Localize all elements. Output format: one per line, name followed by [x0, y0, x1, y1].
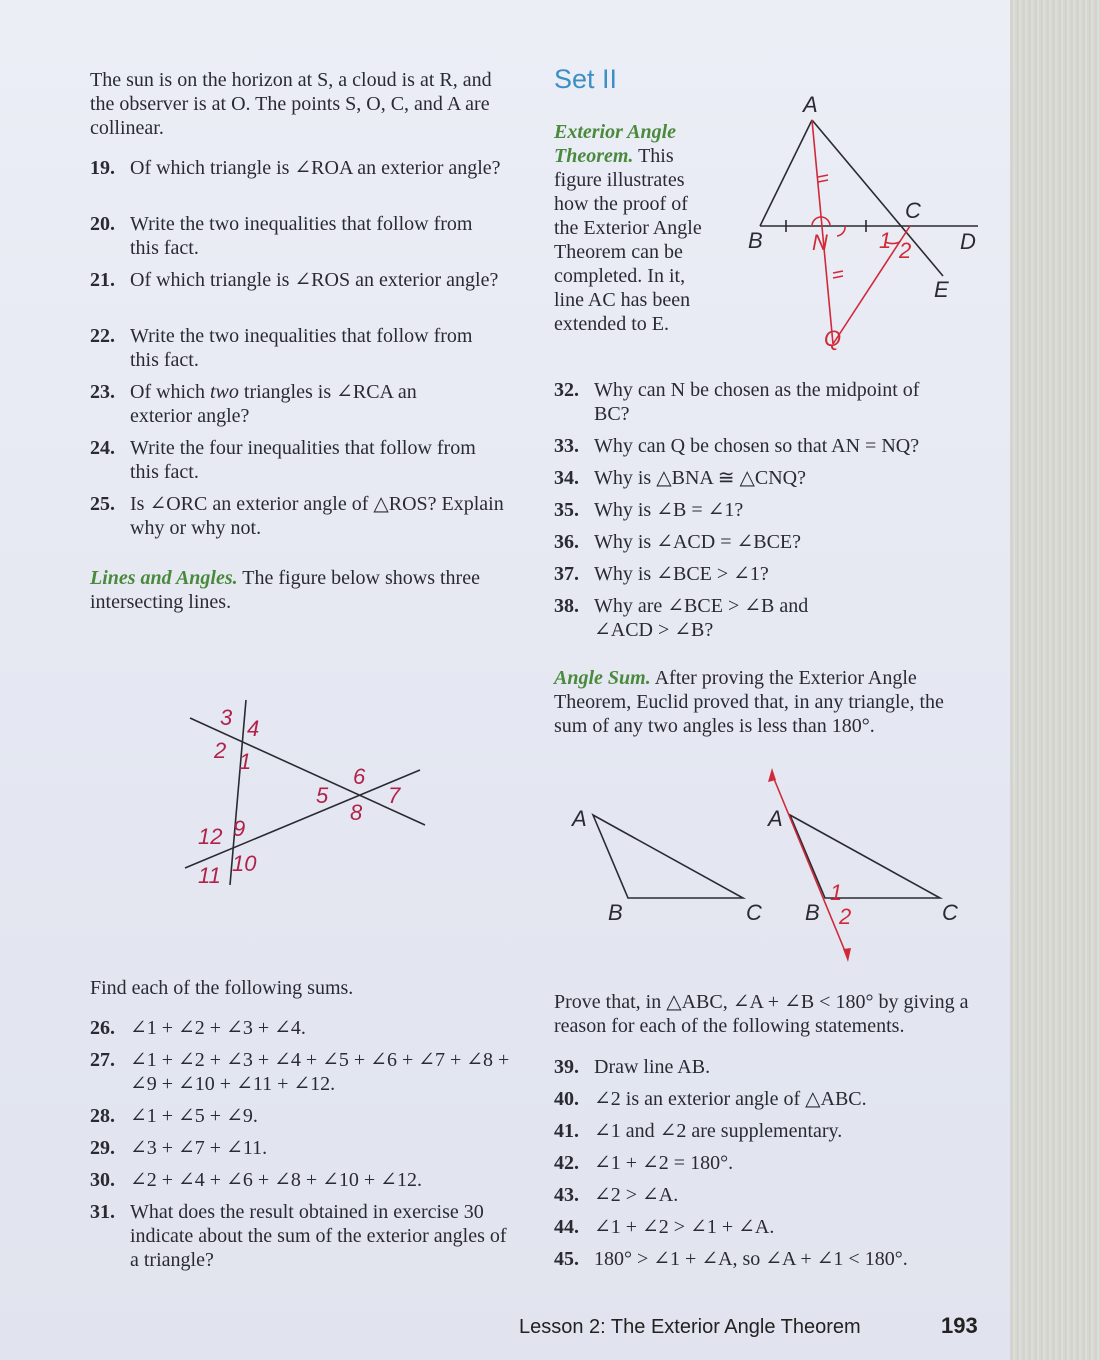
- angle-label-2: 2: [214, 738, 227, 763]
- point-label-A-left: A: [572, 806, 587, 831]
- exercise-number: 24.: [90, 437, 115, 459]
- exercise-number: 33.: [554, 435, 579, 457]
- exercise-text: Why is ∠B = ∠1?: [594, 499, 744, 521]
- set-title: Set II: [554, 64, 618, 94]
- exercise-text: ∠1 + ∠2 + ∠3 + ∠4.: [130, 1017, 306, 1039]
- exercise-number: 36.: [554, 531, 579, 553]
- angle-label-9: 9: [233, 816, 246, 841]
- exercise-text: Why are ∠BCE > ∠B and ∠ACD > ∠B?: [594, 595, 809, 641]
- exterior-angle-theorem-paragraph: Exterior Angle Theorem. This figure illustrates how the proof of the Exterior Angle Theorem can be completed. In it, line AC has been extended to E.: [554, 121, 702, 335]
- exercise-text: Write the four inequalities that follow from this fact.: [130, 437, 476, 483]
- point-label-Q: Q: [824, 326, 842, 351]
- exercise-number: 19.: [90, 157, 115, 179]
- point-label-B: B: [748, 228, 763, 253]
- exercise-number: 39.: [554, 1056, 579, 1078]
- angle-label-1: 1: [239, 749, 252, 774]
- section-heading: Exterior Angle Theorem.: [554, 121, 677, 167]
- find-sums-instruction: Find each of the following sums.: [90, 977, 354, 999]
- exercise-number: 44.: [554, 1216, 579, 1238]
- exercise-text: 180° > ∠1 + ∠A, so ∠A + ∠1 < 180°.: [594, 1248, 908, 1270]
- section-heading: Lines and Angles.: [90, 567, 238, 589]
- page-number: 193: [941, 1313, 978, 1338]
- exercise-number: 21.: [90, 269, 115, 291]
- angle-label-1: 1: [879, 228, 892, 253]
- exercise-text: ∠1 and ∠2 are supplementary.: [594, 1120, 843, 1142]
- point-label-B-left: B: [608, 900, 623, 925]
- exercise-number: 27.: [90, 1049, 115, 1071]
- section-heading: Angle Sum.: [554, 667, 651, 689]
- exercise-number: 28.: [90, 1105, 115, 1127]
- point-label-C-right: C: [942, 900, 958, 925]
- prove-instruction: Prove that, in △ABC, ∠A + ∠B < 180° by giving a reason for each of the following statements.: [554, 991, 969, 1037]
- exercise-number: 34.: [554, 467, 579, 489]
- exercise-text: Of which triangle is ∠ROS an exterior angle?: [130, 269, 499, 291]
- exercise-text: Write the two inequalities that follow from this fact.: [130, 325, 473, 371]
- exercise-number: 32.: [554, 379, 579, 401]
- emphasis: two: [209, 381, 239, 403]
- exercise-number: 22.: [90, 325, 115, 347]
- lines-and-angles-paragraph: Lines and Angles. The figure below shows three intersecting lines.: [90, 567, 480, 613]
- point-label-B-right: B: [805, 900, 820, 925]
- angle-label-3: 3: [220, 705, 233, 730]
- angle-label-2: 2: [839, 904, 852, 929]
- point-label-C: C: [905, 198, 921, 223]
- exercise-text: Of which two triangles is ∠RCA an exterior angle?: [130, 381, 417, 427]
- exercise-number: 25.: [90, 493, 115, 515]
- exercise-number: 37.: [554, 563, 579, 585]
- exercise-text: Why is ∠BCE > ∠1?: [594, 563, 769, 585]
- exercise-number: 43.: [554, 1184, 579, 1206]
- angle-label-6: 6: [353, 764, 366, 789]
- exercise-text: ∠2 + ∠4 + ∠6 + ∠8 + ∠10 + ∠12.: [130, 1169, 422, 1191]
- exercise-number: 31.: [90, 1201, 115, 1223]
- angle-label-5: 5: [316, 783, 329, 808]
- exercise-number: 30.: [90, 1169, 115, 1191]
- exercise-number: 29.: [90, 1137, 115, 1159]
- exercise-text: Why is △BNA ≅ △CNQ?: [594, 467, 806, 489]
- angle-label-7: 7: [388, 783, 401, 808]
- exercise-number: 26.: [90, 1017, 115, 1039]
- exercise-text: Write the two inequalities that follow from this fact.: [130, 213, 473, 259]
- exercise-number: 20.: [90, 213, 115, 235]
- exercise-text: Is ∠ORC an exterior angle of △ROS? Explain why or why not.: [130, 493, 504, 539]
- exterior-angle-figure: [740, 90, 990, 360]
- angle-label-4: 4: [247, 716, 260, 741]
- exercise-text: Why can Q be chosen so that AN = NQ?: [594, 435, 920, 457]
- exercise-text: ∠1 + ∠5 + ∠9.: [130, 1105, 258, 1127]
- exercise-text: ∠1 + ∠2 + ∠3 + ∠4 + ∠5 + ∠6 + ∠7 + ∠8 + ∠9 + ∠10 + ∠11 + ∠12.: [130, 1049, 510, 1095]
- exercise-text: ∠1 + ∠2 = 180°.: [594, 1152, 734, 1174]
- point-label-C-left: C: [746, 900, 762, 925]
- angle-sum-figure: [560, 760, 980, 970]
- exercise-text: Why can N be chosen as the midpoint of BC?: [594, 379, 920, 425]
- exercise-text: Draw line AB.: [594, 1056, 711, 1078]
- footer-lesson-title: Lesson 2: The Exterior Angle Theorem: [519, 1316, 861, 1338]
- intro-paragraph: The sun is on the horizon at S, a cloud is at R, and the observer is at O. The points S, O, C, and A are collinear.: [90, 69, 492, 139]
- point-label-A-right: A: [768, 806, 783, 831]
- exercise-number: 35.: [554, 499, 579, 521]
- angle-label-1: 1: [830, 880, 843, 905]
- exercise-number: 38.: [554, 595, 579, 617]
- exercise-number: 40.: [554, 1088, 579, 1110]
- angle-sum-paragraph: Angle Sum. After proving the Exterior Angle Theorem, Euclid proved that, in any triangle, the sum of any two angles is less than 180°.: [554, 667, 944, 737]
- exercise-number: 41.: [554, 1120, 579, 1142]
- angle-label-2: 2: [899, 238, 912, 263]
- angle-label-12: 12: [198, 824, 223, 849]
- exercise-text: ∠2 is an exterior angle of △ABC.: [594, 1088, 867, 1110]
- point-label-A: A: [803, 92, 818, 117]
- exercise-text: ∠2 > ∠A.: [594, 1184, 679, 1206]
- angle-label-11: 11: [198, 863, 221, 888]
- exercise-number: 45.: [554, 1248, 579, 1270]
- point-label-N: N: [812, 230, 828, 255]
- angle-label-8: 8: [350, 800, 363, 825]
- angle-label-10: 10: [232, 851, 257, 876]
- page-edge: [1010, 0, 1100, 1360]
- exercise-number: 42.: [554, 1152, 579, 1174]
- exercise-text: ∠1 + ∠2 > ∠1 + ∠A.: [594, 1216, 775, 1238]
- intersecting-lines-figure: [170, 690, 440, 890]
- point-label-E: E: [934, 277, 949, 302]
- exercise-number: 23.: [90, 381, 115, 403]
- exercise-text: What does the result obtained in exercise 30 indicate about the sum of the exterior angles of a triangle?: [130, 1201, 507, 1271]
- point-label-D: D: [960, 229, 976, 254]
- exercise-text: Why is ∠ACD = ∠BCE?: [594, 531, 802, 553]
- exercise-text: Of which triangle is ∠ROA an exterior angle?: [130, 157, 501, 179]
- exercise-text: ∠3 + ∠7 + ∠11.: [130, 1137, 268, 1159]
